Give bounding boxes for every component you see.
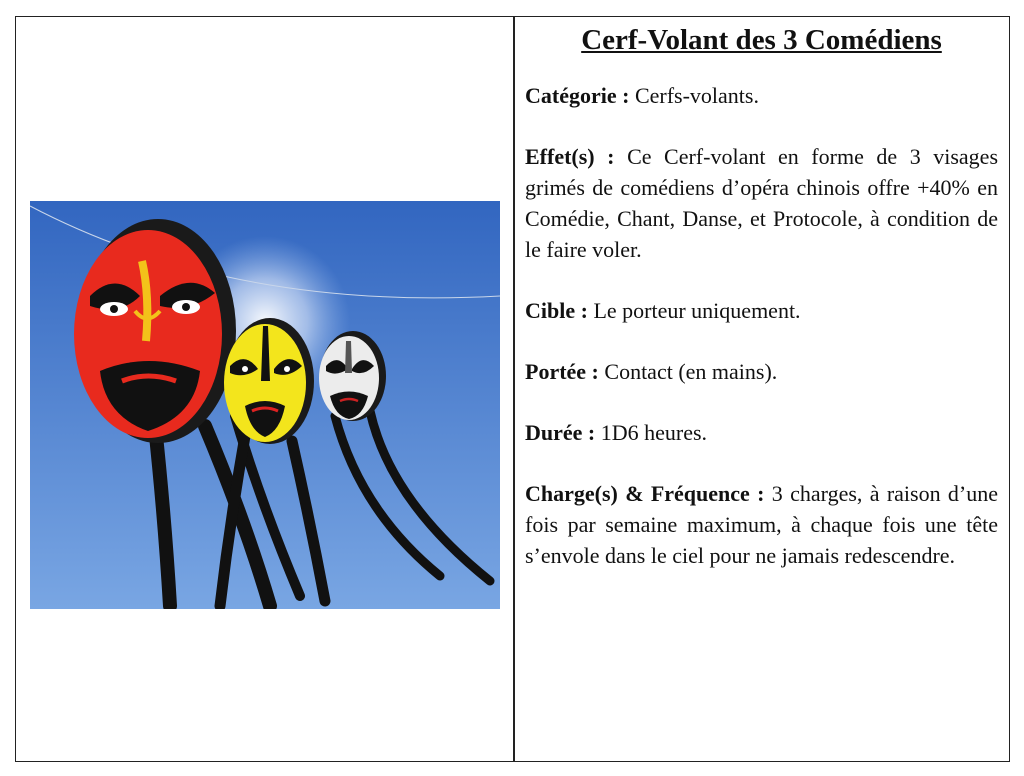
charge-value: 3 charges, à raison d’une fois par semaine maximum, à chaque fois une tête s’envole dans le ciel pour ne jamais redescendre.	[525, 481, 998, 568]
duree-line	[525, 417, 998, 448]
effet-label: Effet(s) :	[525, 144, 615, 169]
portee-value: Contact (en mains).	[604, 359, 778, 384]
duree-label: Durée :	[525, 420, 596, 445]
categorie-line	[525, 80, 998, 111]
effet-line	[525, 141, 998, 265]
cible-value: Le porteur uniquement.	[593, 298, 801, 323]
categorie-label: Catégorie :	[525, 83, 630, 108]
charge-line	[525, 478, 998, 571]
categorie-value: Cerfs-volants.	[634, 83, 759, 108]
portee-label: Portée :	[525, 359, 599, 384]
duree-value: 1D6 heures.	[600, 420, 708, 445]
description-column	[525, 17, 998, 571]
cible-label: Cible :	[525, 298, 588, 323]
portee-line	[525, 356, 998, 387]
cible-line	[525, 295, 998, 326]
page-title: Cerf-Volant des 3 Comédiens	[581, 24, 942, 56]
kite-photo	[30, 201, 500, 609]
opera-masks-kite-illustration	[30, 201, 500, 609]
effet-value: Ce Cerf-volant en forme de 3 visages grimés de comédiens d’opéra chinois offre +40% en Comédie, Chant, Danse, et Protocole, à condition de le faire voler.	[525, 144, 998, 262]
item-card	[15, 16, 1010, 762]
column-divider	[513, 17, 515, 761]
charge-label: Charge(s) & Fréquence :	[525, 481, 765, 506]
